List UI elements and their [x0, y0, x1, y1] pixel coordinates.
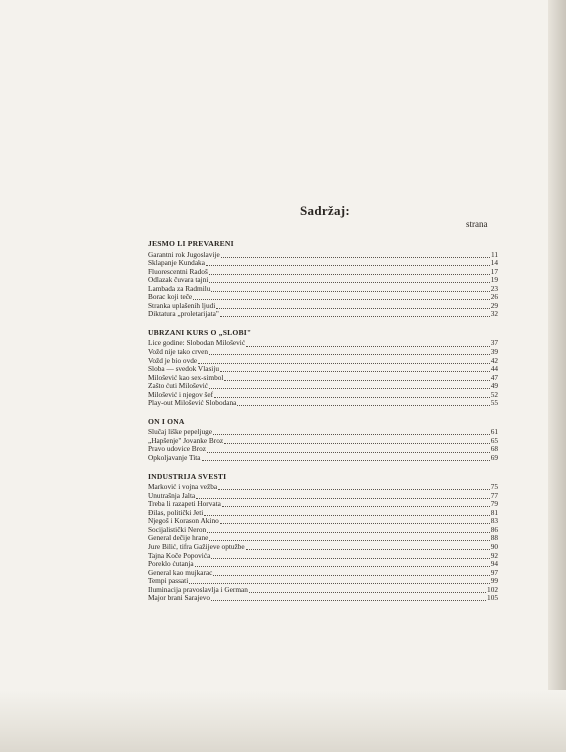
toc-heading: Sadržaj: [300, 203, 351, 218]
entry-title: Play-out Milošević Slobodana [148, 398, 237, 408]
entry-title: „Hapšenje" Jovanke Broz [148, 435, 224, 445]
dot-leader [222, 505, 490, 507]
section-title: UBRZANI KURS O „SLOBI" [148, 327, 252, 337]
dot-leader [209, 539, 489, 541]
entry-page-number: 55 [490, 398, 498, 408]
page-edge-shadow [548, 0, 566, 752]
entry-title: Vožd je bio ovde [148, 355, 198, 365]
entry-title: Pravo udovice Broz [148, 444, 206, 454]
entry-title: Stranka uplašenih ljudi [148, 300, 216, 310]
entry-page-number: 90 [490, 541, 498, 551]
toc-section [148, 418, 498, 463]
entry-title: Tajna Koče Popovića [148, 550, 211, 560]
dot-leader [207, 451, 490, 453]
dot-leader [193, 298, 490, 300]
entry-title: Poreklo ćutanja [148, 559, 194, 569]
entry-page-number: 77 [490, 490, 498, 500]
toc-entry [148, 594, 498, 603]
entry-page-number: 26 [490, 292, 498, 302]
entry-title: Borac koji teče [148, 292, 193, 302]
entry-page-number: 105 [487, 593, 498, 603]
dot-leader [220, 315, 490, 317]
dot-leader [206, 264, 490, 266]
entry-page-number: 29 [490, 300, 498, 310]
entry-title: Diktatura „proletarijata" [148, 309, 219, 319]
dot-leader [216, 307, 489, 309]
entry-page-number: 32 [490, 309, 498, 319]
entry-page-number: 92 [490, 550, 498, 560]
dot-leader [224, 379, 489, 381]
entry-page-number: 52 [490, 389, 498, 399]
entry-page-number: 17 [490, 266, 498, 276]
dot-leader [218, 488, 490, 490]
toc-entry [148, 454, 498, 463]
entry-page-number: 88 [490, 533, 498, 543]
entry-title: Njegoš i Korason Akino [148, 516, 219, 526]
entry-title: General kao mujkarac [148, 567, 213, 577]
entry-title: Sloba — svedok Vlasiju [148, 364, 220, 374]
dot-leader [213, 574, 489, 576]
dot-leader [224, 442, 490, 444]
entry-title: Slučaj liške pepeljuge [148, 427, 213, 437]
dot-leader [189, 582, 489, 584]
section-title: JESMO LI PREVARENI [148, 239, 234, 248]
dot-leader [220, 370, 490, 372]
toc-entry [148, 552, 498, 561]
dot-leader [209, 387, 490, 389]
entry-title: Odlazak čuvara tajni [148, 275, 209, 285]
entry-title: Garantni rok Jugoslavije [148, 249, 220, 259]
dot-leader [198, 362, 490, 364]
toc-entry [148, 310, 498, 319]
dot-leader [209, 353, 490, 355]
entry-page-number: 42 [490, 355, 498, 365]
entry-page-number: 81 [490, 507, 498, 517]
entry-page-number: 37 [490, 338, 498, 348]
entry-page-number: 49 [490, 381, 498, 391]
entry-title: Sklapanje Kundaka [148, 258, 205, 268]
toc-section [148, 329, 498, 408]
dot-leader [220, 522, 490, 524]
toc-entry [148, 348, 498, 357]
entry-page-number: 44 [490, 364, 498, 374]
dot-leader [214, 396, 490, 398]
entry-page-number: 86 [490, 524, 498, 534]
dot-leader [195, 565, 490, 567]
dot-leader [221, 256, 490, 258]
dot-leader [237, 404, 489, 406]
entry-page-number: 79 [490, 499, 498, 509]
dot-leader [213, 433, 490, 435]
dot-leader [202, 459, 490, 461]
dot-leader [211, 557, 489, 559]
entry-title: Milošević i njegov šef [148, 389, 214, 399]
toc-section [148, 473, 498, 603]
dot-leader [196, 497, 489, 499]
dot-leader [204, 514, 489, 516]
entry-page-number: 47 [490, 372, 498, 382]
entry-page-number: 19 [490, 275, 498, 285]
section-title: INDUSTRIJA SVESTI [148, 471, 227, 481]
page-column-label: strana [466, 219, 488, 229]
entry-page-number: 68 [490, 444, 498, 454]
toc-entry [148, 285, 498, 294]
entry-page-number: 39 [490, 347, 498, 357]
entry-page-number: 14 [490, 258, 498, 268]
entry-title: Fluorescentni Radoš [148, 266, 208, 276]
dot-leader [209, 273, 490, 275]
entry-title: Treba li razapeti Horvata [148, 499, 221, 509]
entry-page-number: 102 [487, 584, 498, 594]
entry-title: Unutrašnja Jalta [148, 490, 196, 500]
dot-leader [246, 548, 490, 550]
entry-page-number: 94 [490, 559, 498, 569]
entry-title: Opkoljavanje Tita [148, 453, 201, 463]
dot-leader [209, 281, 489, 283]
entry-page-number: 83 [490, 516, 498, 526]
entry-title: Lambada za Radmilu [148, 283, 211, 293]
toc-entry [148, 569, 498, 578]
dot-leader [246, 345, 490, 347]
entry-page-number: 97 [490, 567, 498, 577]
dot-leader [211, 290, 489, 292]
entry-title: Jure Bilić, tifra Gažijeve optužbe [148, 541, 245, 551]
entry-page-number: 61 [490, 427, 498, 437]
table-of-contents [148, 240, 498, 613]
entry-page-number: 65 [490, 435, 498, 445]
entry-title: Milošević kao sex-simbol [148, 372, 224, 382]
entry-page-number: 11 [490, 249, 498, 259]
dot-leader [207, 531, 490, 533]
page-bottom-shadow [0, 690, 566, 752]
dot-leader [211, 599, 486, 601]
entry-title: Vožd nije tako crven [148, 347, 209, 357]
entry-title: Lice godine: Slobodan Milošević [148, 338, 246, 348]
entry-page-number: 23 [490, 283, 498, 293]
entry-page-number: 75 [490, 482, 498, 492]
entry-title: Tempi passati [148, 576, 189, 586]
dot-leader [249, 591, 486, 593]
toc-entry [148, 399, 498, 408]
entry-title: Major brani Sarajevo [148, 593, 211, 603]
section-title: ON I ONA [148, 416, 185, 426]
entry-page-number: 99 [490, 576, 498, 586]
entry-page-number: 69 [490, 453, 498, 463]
entry-title: Socijalistički Neron [148, 524, 207, 534]
entry-title: Đilas, politički Jeti [148, 507, 204, 517]
toc-entry [148, 483, 498, 492]
entry-title: Marković i vojna vežba [148, 482, 218, 492]
entry-title: Zašto ćuti Milošević [148, 381, 208, 391]
entry-title: General dečije hrane [148, 533, 209, 543]
entry-title: Iluminacija pravoslavlja i German [148, 584, 248, 594]
toc-section [148, 240, 498, 319]
